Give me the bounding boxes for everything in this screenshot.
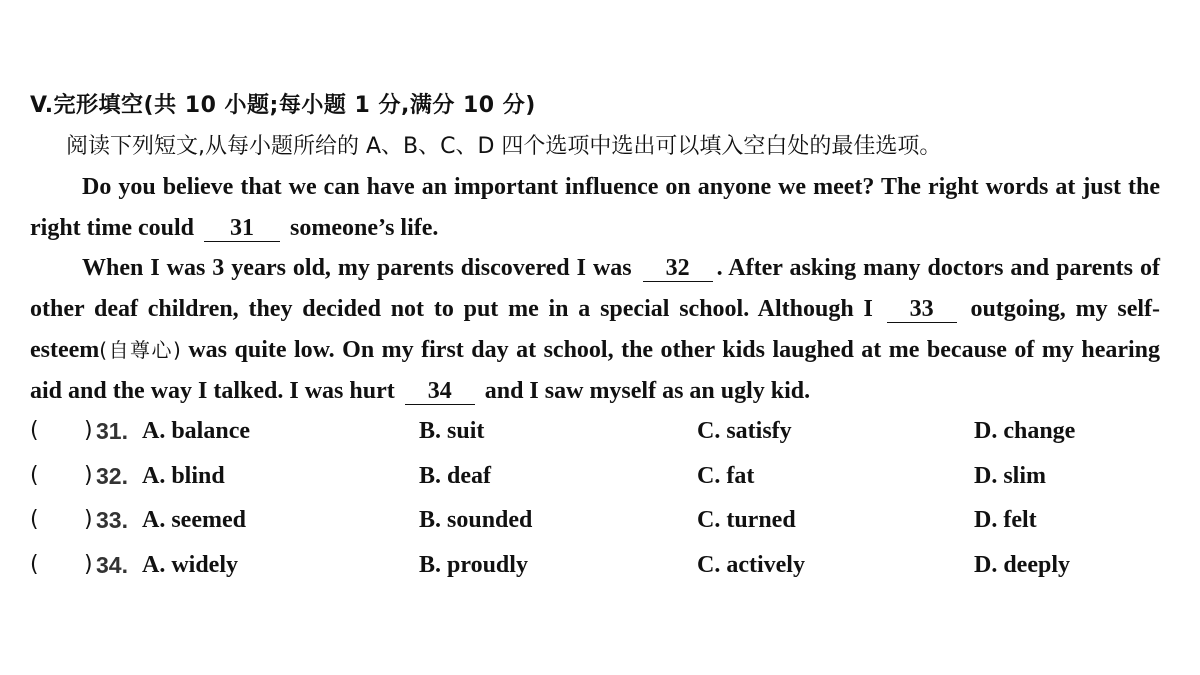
answer-paren-left: (: [30, 551, 39, 577]
passage-text: was quite low. On my first day at school, the other kids laughed at me because of my hearing aid and the way I talked. I was hurt: [30, 336, 1161, 404]
option-a: A. seemed: [142, 507, 246, 533]
option-b: B. proudly: [419, 551, 528, 578]
passage-paragraph-1: [30, 167, 1160, 248]
section-instruction: 阅读下列短文,从每小题所给的 A、B、C、D 四个选项中选出可以填入空白处的最佳选项。: [66, 134, 942, 159]
answer-paren-left: (: [30, 462, 39, 488]
option-b: B. suit: [419, 418, 485, 444]
question-number: 34.: [96, 551, 128, 578]
option-b: B. deaf: [419, 462, 491, 489]
answer-paren-right: ): [84, 418, 93, 443]
option-a: A. balance: [142, 418, 250, 444]
answer-paren-left: (: [30, 418, 39, 443]
blank-34: 34: [405, 378, 475, 405]
passage-cjk-gloss: (自尊心): [99, 337, 181, 362]
blank-32: 32: [643, 255, 713, 282]
answer-paren-right: ): [84, 507, 93, 532]
blank-33: 33: [887, 296, 957, 323]
blank-31: 31: [204, 215, 280, 242]
answer-paren-right: ): [84, 462, 93, 488]
answer-paren-right: ): [84, 551, 93, 577]
question-number: 31.: [96, 418, 128, 444]
option-a: A. widely: [142, 551, 238, 578]
question-number: 33.: [96, 507, 128, 533]
question-number: 32.: [96, 462, 128, 489]
option-d: D. felt: [974, 507, 1037, 533]
cloze-section: [30, 86, 1160, 411]
section-heading: V.完形填空(共 10 小题;每小题 1 分,满分 10 分): [30, 93, 536, 118]
passage-text: . After asking many doctors and parents of other deaf children, they decided not to put me in a special school. Although I: [30, 255, 1160, 323]
option-c: C. satisfy: [697, 418, 792, 444]
option-c: C. turned: [697, 507, 796, 533]
option-c: C. actively: [697, 551, 805, 578]
answer-paren-left: (: [30, 507, 39, 532]
option-a: A. blind: [142, 462, 225, 489]
question-row: [30, 546, 1160, 591]
question-list: [30, 412, 1160, 590]
passage-text: Do you believe that we can have an important influence on anyone we meet? The right words at just the right time could: [30, 174, 1160, 241]
option-c: C. fat: [697, 462, 755, 489]
option-d: D. slim: [974, 462, 1046, 489]
option-d: D. deeply: [974, 551, 1070, 578]
question-row: [30, 412, 1160, 457]
passage-text: someone’s life.: [289, 214, 439, 241]
option-b: B. sounded: [419, 507, 533, 533]
passage-paragraph-2: [30, 248, 1160, 411]
passage-text: and I saw myself as an ugly kid.: [484, 377, 811, 404]
passage-text: When I was 3 years old, my parents discovered I was: [82, 255, 632, 282]
passage-text: outgoing, my self-esteem: [30, 296, 1161, 363]
option-d: D. change: [974, 418, 1076, 444]
question-row: [30, 457, 1160, 502]
question-row: [30, 501, 1160, 546]
